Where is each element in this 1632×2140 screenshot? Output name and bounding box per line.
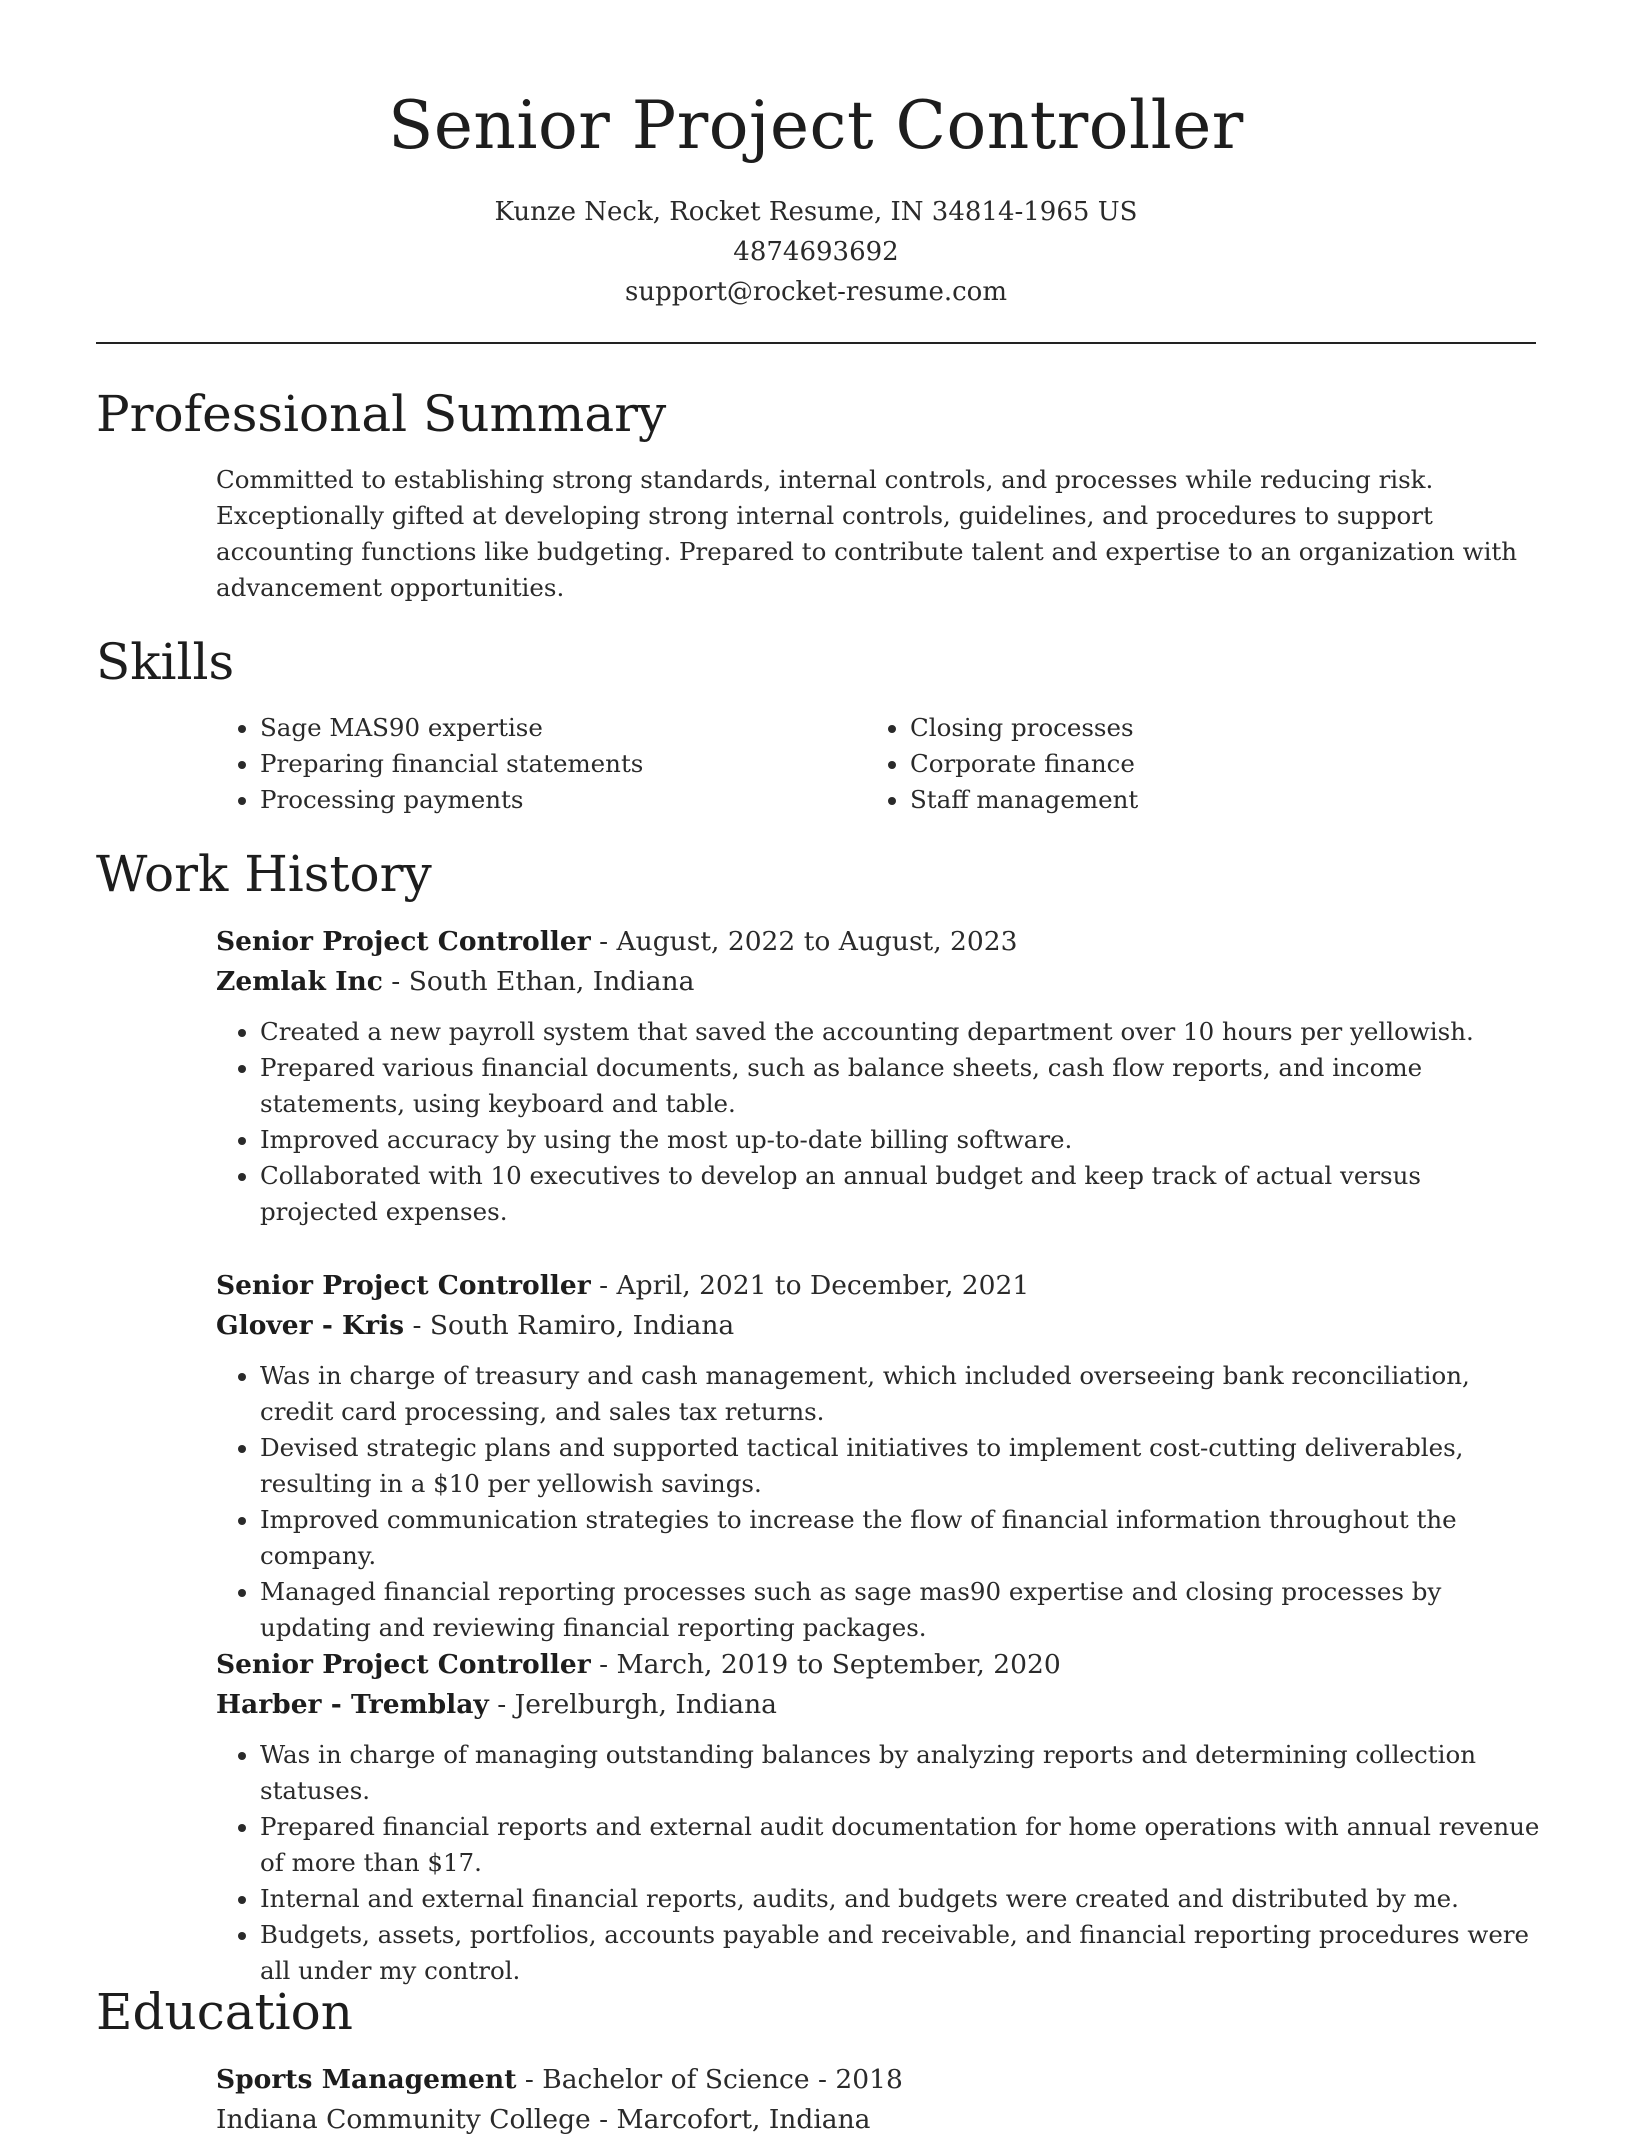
job-title-line: Senior Project Controller - August, 2022 to August, 2023 — [216, 926, 1018, 957]
job-bullet: • Created a new payroll system that saved the accounting department over 10 hours per yellowish. — [260, 1014, 1546, 1050]
job-bullet: • Improved communication strategies to increase the flow of financial information throughout the company. — [260, 1502, 1546, 1574]
job-location: Jerelburgh, Indiana — [514, 1689, 777, 1720]
job-bullet: • Was in charge of treasury and cash management, which included overseeing bank reconciliation, credit card processing, and sales tax returns. — [260, 1358, 1546, 1430]
header-divider — [96, 342, 1536, 344]
job-company: Zemlak Inc — [216, 966, 383, 997]
job-dates: August, 2022 to August, 2023 — [616, 926, 1018, 957]
skills-column-right — [866, 710, 1506, 818]
work-history-heading: Work History — [96, 845, 432, 903]
job-bullet: • Collaborated with 10 executives to develop an annual budget and keep track of actual versus projected expenses. — [260, 1158, 1546, 1230]
job-entry — [216, 1266, 1546, 1646]
job-title-line: Senior Project Controller - April, 2021 to December, 2021 — [216, 1270, 1030, 1301]
contact-block — [0, 192, 1632, 312]
job-title: Senior Project Controller — [216, 1649, 591, 1680]
education-level: Bachelor of Science — [542, 2064, 810, 2095]
education-heading: Education — [96, 1983, 353, 2041]
contact-email: support@rocket-resume.com — [624, 277, 1007, 307]
skill-item: • Staff management — [910, 782, 1506, 818]
job-title: Senior Project Controller — [216, 1270, 591, 1301]
education-degree-line: Sports Management - Bachelor of Science - 2018 — [216, 2064, 903, 2095]
skill-item: • Preparing financial statements — [260, 746, 856, 782]
job-company: Harber - Tremblay — [216, 1689, 489, 1720]
job-dates: April, 2021 to December, 2021 — [616, 1270, 1030, 1301]
job-location: South Ramiro, Indiana — [429, 1310, 735, 1341]
job-title-line: Senior Project Controller - March, 2019 to September, 2020 — [216, 1649, 1061, 1680]
job-bullet: • Internal and external financial reports, audits, and budgets were created and distributed by me. — [260, 1881, 1546, 1917]
job-company-line: Glover - Kris - South Ramiro, Indiana — [216, 1310, 735, 1341]
job-company-line: Zemlak Inc - South Ethan, Indiana — [216, 966, 695, 997]
job-entry — [216, 922, 1546, 1230]
skills-column-left — [216, 710, 856, 818]
skill-item: • Processing payments — [260, 782, 856, 818]
job-bullet: • Managed financial reporting processes such as sage mas90 expertise and closing processes by updating and reviewing financial reporting packages. — [260, 1574, 1546, 1646]
education-entry — [216, 2060, 1546, 2140]
skills-heading: Skills — [96, 633, 235, 691]
summary-text: Committed to establishing strong standards, internal controls, and processes while reducing risk. Exceptionally gifted at developing strong internal controls, guidelines, and procedures to support accounting functions like budgeting. Prepared to contribute talent and expertise to an organization with advancement opportunities. — [216, 465, 1518, 602]
resume-name: Senior Project Controller — [388, 87, 1244, 164]
job-bullet: • Budgets, assets, portfolios, accounts payable and receivable, and financial reporting procedures were all under my control. — [260, 1917, 1546, 1989]
job-bullet: • Improved accuracy by using the most up-to-date billing software. — [260, 1122, 1546, 1158]
job-location: South Ethan, Indiana — [408, 966, 695, 997]
job-title: Senior Project Controller — [216, 926, 591, 957]
contact-address: Kunze Neck, Rocket Resume, IN 34814-1965 US — [494, 197, 1138, 227]
job-bullet: • Prepared various financial documents, such as balance sheets, cash flow reports, and income statements, using keyboard and table. — [260, 1050, 1546, 1122]
job-dates: March, 2019 to September, 2020 — [616, 1649, 1061, 1680]
education-degree: Sports Management — [216, 2064, 517, 2095]
job-entry — [216, 1645, 1546, 1989]
job-company-line: Harber - Tremblay - Jerelburgh, Indiana — [216, 1689, 777, 1720]
skill-item: • Corporate finance — [910, 746, 1506, 782]
summary-heading: Professional Summary — [96, 385, 667, 443]
education-year: 2018 — [835, 2064, 903, 2095]
education-school-line: Indiana Community College - Marcofort, Indiana — [216, 2104, 871, 2135]
contact-phone: 4874693692 — [733, 237, 899, 267]
job-bullet: • Was in charge of managing outstanding balances by analyzing reports and determining collection statuses. — [260, 1737, 1546, 1809]
job-bullet: • Prepared financial reports and external audit documentation for home operations with annual revenue of more than $17. — [260, 1809, 1546, 1881]
skill-item: • Closing processes — [910, 710, 1506, 746]
job-bullet: • Devised strategic plans and supported tactical initiatives to implement cost-cutting deliverables, resulting in a $10 per yellowish savings. — [260, 1430, 1546, 1502]
skill-item: • Sage MAS90 expertise — [260, 710, 856, 746]
job-company: Glover - Kris — [216, 1310, 405, 1341]
